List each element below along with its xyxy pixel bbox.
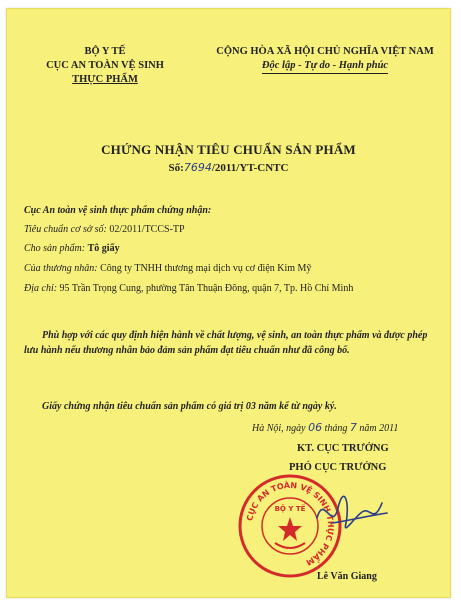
standard-row	[24, 224, 185, 235]
product-label: Cho sản phẩm:	[24, 243, 86, 254]
validity-statement: Giấy chứng nhận tiêu chuẩn sản phẩm có giá trị 03 năm kể từ ngày ký.	[42, 401, 337, 412]
issue-date	[252, 421, 398, 434]
product-row	[24, 243, 120, 254]
standard-label: Tiêu chuẩn cơ sở số:	[24, 224, 107, 235]
address-row	[24, 283, 353, 294]
doc-number-suffix: /2011/YT-CNTC	[211, 162, 289, 174]
date-month: 7	[349, 421, 357, 434]
date-day: 06	[308, 421, 323, 434]
trader-label: Của thương nhân:	[24, 263, 98, 274]
trader-row	[24, 263, 311, 274]
certify-intro-text: Cục An toàn vệ sinh thực phẩm chứng nhận:	[24, 205, 212, 216]
issuer-header	[25, 45, 185, 87]
standard-value: 02/2011/TCCS-TP	[109, 224, 185, 235]
trader-value: Công ty TNHH thương mại dịch vụ cơ điện Kim Mỹ	[100, 263, 312, 274]
date-year: 2011	[379, 423, 399, 434]
country-name: CỘNG HÒA XÃ HỘI CHỦ NGHĨA VIỆT NAM	[216, 46, 434, 57]
doc-number-handwritten: 7694	[183, 161, 212, 174]
department-name: CỤC AN TOÀN VỆ SINH	[46, 60, 164, 71]
signer-title-2: PHÓ CỤC TRƯỞNG	[289, 462, 387, 473]
product-value: Tô giấy	[87, 243, 120, 254]
seal-emblem-base	[275, 543, 305, 548]
date-prefix: Hà Nội, ngày	[252, 423, 306, 434]
doc-number-prefix: Số:	[168, 162, 184, 174]
date-month-word: tháng	[324, 423, 348, 434]
star-emblem-icon	[278, 517, 302, 541]
national-motto: Độc lập - Tự do - Hạnh phúc	[262, 59, 388, 74]
address-value: 95 Trần Trọng Cung, phường Tân Thuận Đông, quận 7, Tp. Hồ Chí Minh	[59, 283, 354, 294]
signer-title-1: KT. CỤC TRƯỞNG	[297, 443, 389, 454]
document-number	[7, 161, 450, 174]
address-label: Địa chỉ:	[24, 283, 58, 294]
seal-ring-text: CỤC AN TOÀN VỆ SINH THỰC PHẨM	[245, 480, 336, 568]
national-header	[205, 45, 445, 74]
handwritten-signature	[312, 483, 392, 543]
ministry-name: BỘ Y TẾ	[84, 46, 126, 57]
certificate-page	[6, 8, 451, 598]
date-year-word: năm	[359, 423, 377, 434]
department-name-line2: THỰC PHẨM	[72, 74, 138, 85]
compliance-paragraph: Phù hợp với các quy định hiện hành về chất lượng, vệ sinh, an toàn thực phẩm và được phép lưu hành nếu thương nhân bảo đảm sản phẩm đạt tiêu chuẩn như đã công bố.	[24, 330, 428, 356]
seal-top-text: BỘ Y TẾ	[274, 505, 306, 513]
certificate-title: CHỨNG NHẬN TIÊU CHUẨN SẢN PHẨM	[101, 142, 356, 157]
certify-intro	[24, 205, 211, 216]
signer-name: Lê Văn Giang	[317, 571, 377, 582]
